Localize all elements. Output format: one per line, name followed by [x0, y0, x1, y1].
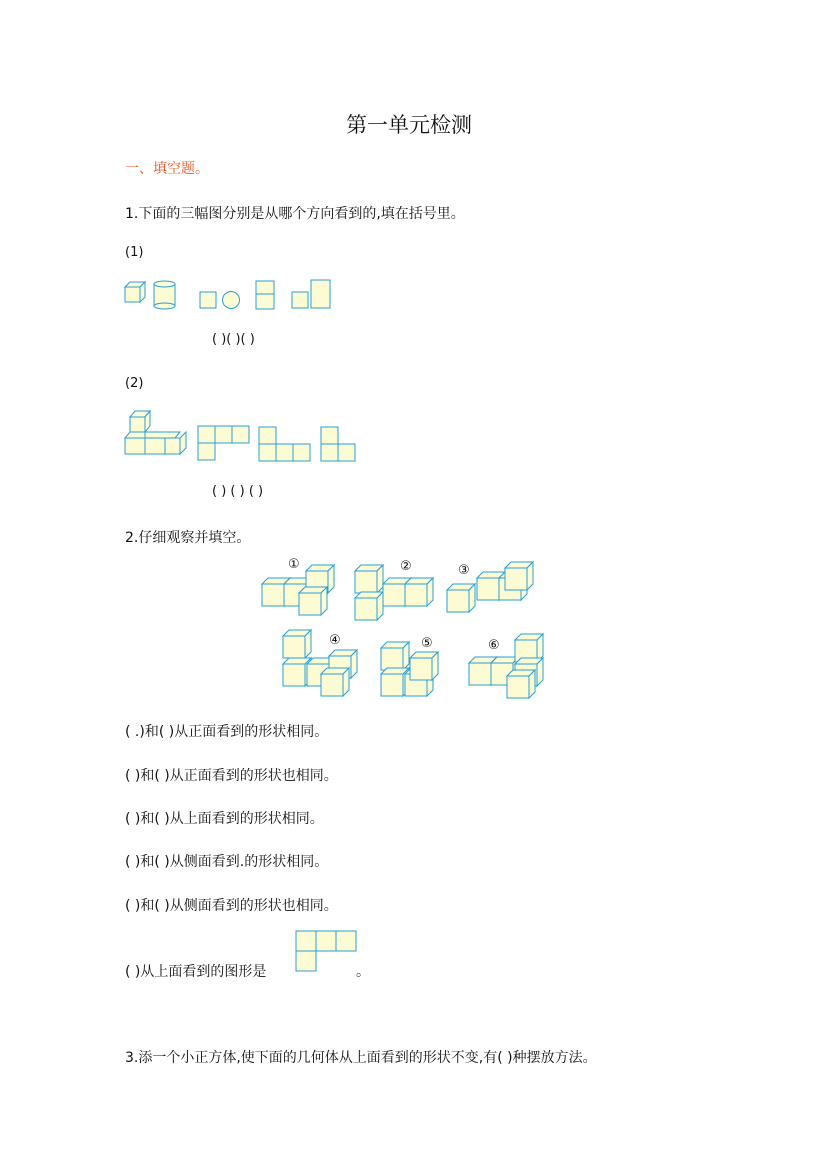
label-3: ③ [458, 563, 470, 578]
label-1: ① [288, 557, 300, 572]
q2-line-4[interactable]: ( )和( )从侧面看到.的形状相同。 [125, 854, 329, 870]
page-title: 第一单元检测 [346, 113, 472, 137]
q1-part1-figures [120, 275, 340, 315]
q2-line-1[interactable]: ( .)和( )从正面看到的形状相同。 [125, 724, 329, 740]
q1-part2-label: (2) [125, 376, 144, 391]
q1-part1-label: (1) [125, 245, 144, 260]
q1-part2-blanks[interactable]: ( ) ( ) ( ) [212, 484, 264, 499]
section-heading: 一、填空题。 [125, 161, 209, 177]
q2-line-2[interactable]: ( )和( )从正面看到的形状也相同。 [125, 768, 338, 784]
q1-part1-blanks[interactable]: ( )( )( ) [212, 332, 255, 347]
view-2 [259, 427, 310, 461]
top-view-shape [296, 931, 358, 973]
label-2: ② [400, 559, 412, 574]
cylinder-figure [154, 281, 175, 309]
q1-part2-figures [120, 405, 365, 465]
view-1 [198, 426, 249, 460]
label-5: ⑤ [421, 636, 433, 651]
label-6: ⑥ [488, 638, 500, 653]
question-2-text: 2.仔细观察并填空。 [125, 530, 251, 546]
figure-1 [262, 557, 334, 615]
figure-4 [283, 630, 357, 696]
figure-6 [469, 634, 543, 698]
figure-5 [381, 636, 438, 696]
question-1-text: 1.下面的三幅图分别是从哪个方向看到的,填在括号里。 [125, 206, 465, 222]
cube-stack-figure [125, 411, 186, 454]
question-3-text[interactable]: 3.添一个小正方体,使下面的几何体从上面看到的形状不变,有( )种摆放方法。 [125, 1050, 597, 1066]
figure-2 [355, 559, 433, 620]
q2-line-3[interactable]: ( )和( )从上面看到的形状相同。 [125, 811, 324, 827]
q2-line-6-suffix: 。 [356, 964, 370, 980]
figure-3 [447, 562, 533, 612]
q2-figures [255, 552, 555, 702]
view-square [200, 292, 216, 308]
view-3 [321, 427, 355, 461]
q2-line-6-prefix[interactable]: ( )从上面看到的图形是 [125, 964, 267, 980]
view-circle [223, 292, 240, 309]
label-4: ④ [329, 633, 341, 648]
q2-line-5[interactable]: ( )和( )从侧面看到的形状也相同。 [125, 898, 338, 914]
cube-figure [125, 282, 145, 302]
